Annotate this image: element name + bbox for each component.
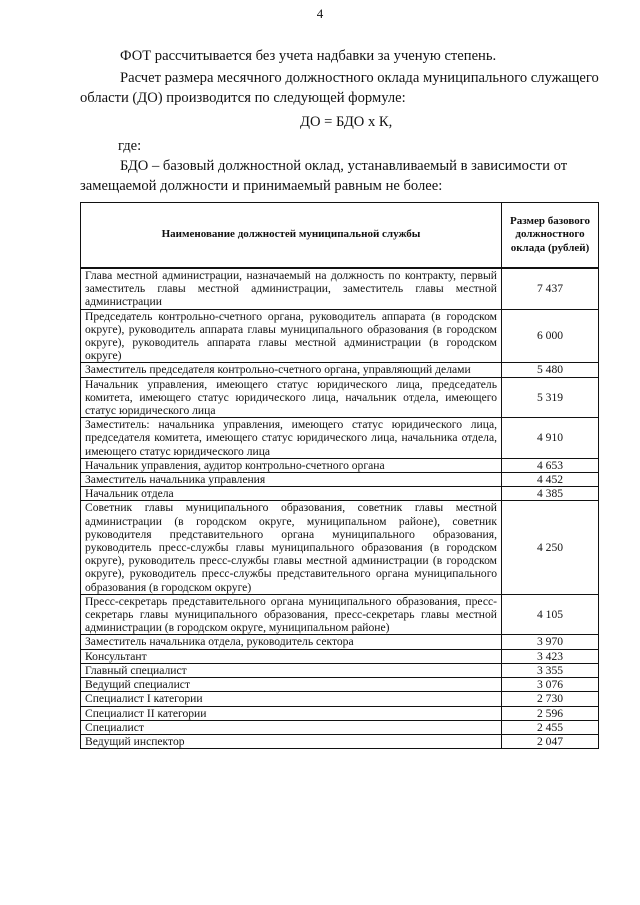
position-name: Заместитель председателя контрольно-счетного органа, управляющий делами (81, 363, 502, 377)
page-number: 4 (316, 6, 324, 21)
table-row (81, 377, 599, 418)
position-name: Заместитель начальника управления (81, 473, 502, 487)
table-row (81, 594, 599, 635)
salary-value: 4 910 (502, 418, 599, 459)
header-position-name: Наименование должностей муниципальной службы (81, 203, 502, 269)
position-name: Специалист (81, 720, 502, 734)
position-name: Пресс-секретарь представительного органа муниципального образования, пресс-секретарь главы муниципального образования, пресс-секретарь главы местной администрации (в городском округе, муниципальном районе) (81, 594, 502, 635)
salary-value: 3 970 (502, 635, 599, 649)
salary-value: 3 355 (502, 663, 599, 677)
position-name: Ведущий специалист (81, 678, 502, 692)
formula: ДО = БДО х К, (300, 114, 393, 130)
salary-value: 7 437 (502, 268, 599, 309)
salary-value: 4 452 (502, 473, 599, 487)
table-row (81, 363, 599, 377)
table-row (81, 720, 599, 734)
position-name: Главный специалист (81, 663, 502, 677)
position-name: Председатель контрольно-счетного органа, руководитель аппарата (в городском округе), руководитель аппарата главы муниципального образования (в городском округе), руководитель аппарата главы местной администрации (в городском округе) (81, 309, 502, 363)
table-row (81, 663, 599, 677)
salary-value: 2 730 (502, 692, 599, 706)
salary-value: 6 000 (502, 309, 599, 363)
table-row (81, 418, 599, 459)
paragraph-bdo-definition: БДО – базовый должностной оклад, устанавливаемый в зависимости от замещаемой должности и принимаемый равным не более: (80, 158, 568, 194)
table-row (81, 487, 599, 501)
salary-value: 3 076 (502, 678, 599, 692)
table-row (81, 692, 599, 706)
salary-value: 2 455 (502, 720, 599, 734)
where-label: где: (118, 138, 142, 154)
salary-value: 2 596 (502, 706, 599, 720)
position-name: Глава местной администрации, назначаемый на должность по контракту, первый заместитель главы местной администрации, заместитель главы местной администрации (81, 268, 502, 309)
salary-value: 5 319 (502, 377, 599, 418)
position-name: Советник главы муниципального образования, советник главы местной администрации (в городском округе, муниципальном районе), советник руководителя представительного органа муниципального образования, руководитель пресс-службы главы муниципального образования (в городском округе), руководитель пресс-службы главы местной администрации (в городском округе), руководитель пресс-службы представительного органа муниципального образования (в городском округе) (81, 501, 502, 594)
position-name: Начальник отдела (81, 487, 502, 501)
table-row (81, 678, 599, 692)
table-row (81, 501, 599, 594)
position-name: Начальник управления, имеющего статус юридического лица, председатель комитета, имеющего статус юридического лица, начальник отдела, имеющего статус юридического лица (81, 377, 502, 418)
table-row (81, 268, 599, 309)
position-name: Ведущий инспектор (81, 734, 502, 748)
paragraph-formula-intro: Расчет размера месячного должностного оклада муниципального служащего области (ДО) производится по следующей формуле: (80, 70, 599, 106)
salary-value: 3 423 (502, 649, 599, 663)
salary-value: 5 480 (502, 363, 599, 377)
table-row (81, 734, 599, 748)
salary-value: 4 250 (502, 501, 599, 594)
salary-value: 4 653 (502, 458, 599, 472)
table-row (81, 649, 599, 663)
salary-table (80, 202, 599, 749)
table-row (81, 309, 599, 363)
salary-value: 4 385 (502, 487, 599, 501)
salary-value: 2 047 (502, 734, 599, 748)
table-row (81, 635, 599, 649)
position-name: Заместитель начальника отдела, руководитель сектора (81, 635, 502, 649)
table-row (81, 473, 599, 487)
position-name: Заместитель: начальника управления, имеющего статус юридического лица, председателя комитета, имеющего статус юридического лица, начальника отдела, имеющего статус юридического лица (81, 418, 502, 459)
position-name: Консультант (81, 649, 502, 663)
position-name: Начальник управления, аудитор контрольно-счетного органа (81, 458, 502, 472)
position-name: Специалист II категории (81, 706, 502, 720)
paragraph-fot: ФОТ рассчитывается без учета надбавки за ученую степень. (120, 48, 497, 64)
position-name: Специалист I категории (81, 692, 502, 706)
salary-value: 4 105 (502, 594, 599, 635)
table-row (81, 458, 599, 472)
header-base-salary: Размер базового должностного оклада (рублей) (502, 203, 599, 269)
table-header-row (81, 203, 599, 269)
table-row (81, 706, 599, 720)
